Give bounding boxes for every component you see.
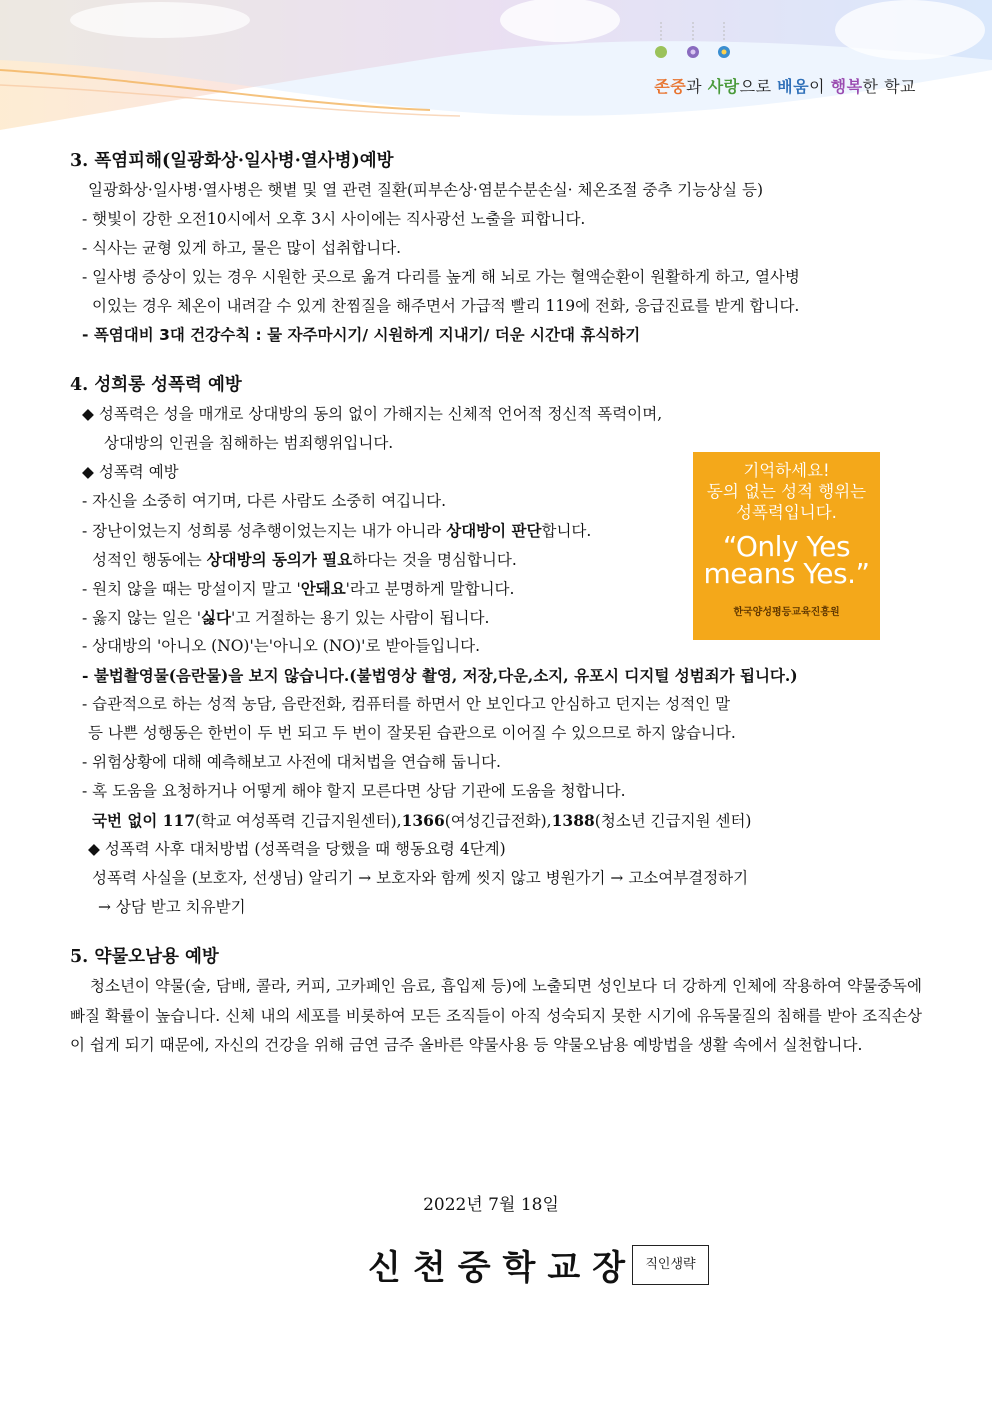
poster-slogan: means Yes.” [703,557,870,590]
section-5-title: 5. 약물오남용 예방 [70,947,219,967]
hotline-numbers: 국번 없이 117(학교 여성폭력 긴급지원센터),1366(여성긴급전화),1388(청소년 긴급지원 센터) [92,811,752,830]
section-3-line: - 일사병 증상이 있는 경우 시원한 곳으로 옮겨 다리를 높게 해 뇌로 가는 혈액순환이 원활하게 하고, 열사병 [82,268,800,286]
section-4-line: 성적인 행동에는 상대방의 동의가 필요하다는 것을 명심합니다. [92,550,517,569]
poster-organization: 한국양성평등교육진흥원 [733,607,840,618]
poster-line: 동의 없는 성적 행위는 [706,482,867,501]
poster-line: 성폭력입니다. [736,503,837,522]
section-3-line: 이있는 경우 체온이 내려갈 수 있게 찬찜질을 해주면서 가급적 빨리 119에 전화, 응급진료를 받게 합니다. [92,297,800,315]
section-4-title: 4. 성희롱 성폭력 예방 [70,375,242,395]
section-4-line: - 장난이었는지 성희롱 성추행이었는지는 내가 아니라 상대방이 판단합니다. [82,521,592,540]
section-4-line: - 습관적으로 하는 성적 농담, 음란전화, 컴퓨터를 하면서 안 보인다고 안심하고 던지는 성적인 말 [82,695,731,713]
document-date: 2022년 7월 18일 [423,1195,559,1215]
consent-campaign-poster [693,452,880,640]
section-4-line: 성폭력 사실을 (보호자, 선생님) 알리기 → 보호자와 함께 씻지 않고 병원가기 → 고소여부결정하기 [92,869,749,887]
illegal-content-warning: - 불법촬영물(음란물)을 보지 않습니다.(불법영상 촬영, 저장,다운,소지, 유포시 디지털 성범죄가 됩니다.) [82,666,798,685]
section-4-line: → 상담 받고 치유받기 [98,898,246,916]
section-3-title: 3. 폭염피해(일광화상·일사병·열사병)예방 [70,151,394,171]
signer-name: 신천중학교장 [368,1248,638,1288]
heat-rules-line: - 폭염대비 3대 건강수칙 : 물 자주마시기/ 시원하게 지내기/ 더운 시간대 휴식하기 [82,326,641,344]
section-4-line: - 상대방의 '아니오 (NO)'는'아니오 (NO)'로 받아들입니다. [82,637,481,655]
section-4-subheading: ◆ 성폭력 사후 대처방법 (성폭력을 당했을 때 행동요령 4단계) [88,840,506,858]
section-4-subheading: ◆ 성폭력 예방 [82,463,179,481]
poster-line: 기억하세요! [743,461,830,480]
section-4-line: - 자신을 소중히 여기며, 다른 사람도 소중히 여깁니다. [82,492,447,510]
section-4-line: - 위험상황에 대해 예측해보고 사전에 대처법을 연습해 둡니다. [82,753,501,771]
section-3-line: - 식사는 균형 있게 하고, 물은 많이 섭취합니다. [82,239,402,257]
section-4-line: - 옳지 않는 일은 '싫다'고 거절하는 용기 있는 사람이 됩니다. [82,608,490,627]
section-4-line: 상대방의 인권을 침해하는 범죄행위입니다. [104,434,394,452]
section-3-line: 일광화상·일사병·열사병은 햇볕 및 열 관련 질환(피부손상·염분수분손실· 체온조절 중추 기능상실 등) [88,181,764,199]
decorative-dots-icon [650,22,740,62]
section-4-line: 등 나쁜 성행동은 한번이 두 번 되고 두 번이 잘못된 습관으로 이어질 수 있으므로 하지 않습니다. [88,724,736,742]
section-4-line: - 원치 않을 때는 망설이지 말고 '안돼요'라고 분명하게 말합니다. [82,579,515,598]
section-3-line: - 햇빛이 강한 오전10시에서 오후 3시 사이에는 직사광선 노출을 피합니다. [82,210,586,228]
section-4-line: ◆ 성폭력은 성을 매개로 상대방의 동의 없이 가해지는 신체적 언어적 정신적 폭력이며, [82,405,663,423]
poster-slogan: “Only Yes [722,530,851,563]
school-motto: 존중과 사랑으로 배움이 행복한 학교 [654,77,916,96]
section-4-line: - 혹 도움을 요청하거나 어떻게 해야 할지 모른다면 상담 기관에 도움을 청합니다. [82,782,626,800]
section-5-paragraph: 청소년이 약물(술, 담배, 콜라, 커피, 고카페인 음료, 흡입제 등)에 노출되면 성인보다 더 강하게 인체에 작용하여 약물중독에 빠질 확률이 높습니다. 신체 내의 세포를 비롯하여 모든 조직들이 아직 성숙되지 못한 시기에 유독물질의 침해를 받아 조직손상이 쉽게 되기 때문에, 자신의 건강을 위해 금연 금주 올바른 약물사용 등 약물오남용 예방법을 생활 속에서 실천합니다. [70,977,922,1054]
seal-box: 직인생략 [632,1245,709,1285]
